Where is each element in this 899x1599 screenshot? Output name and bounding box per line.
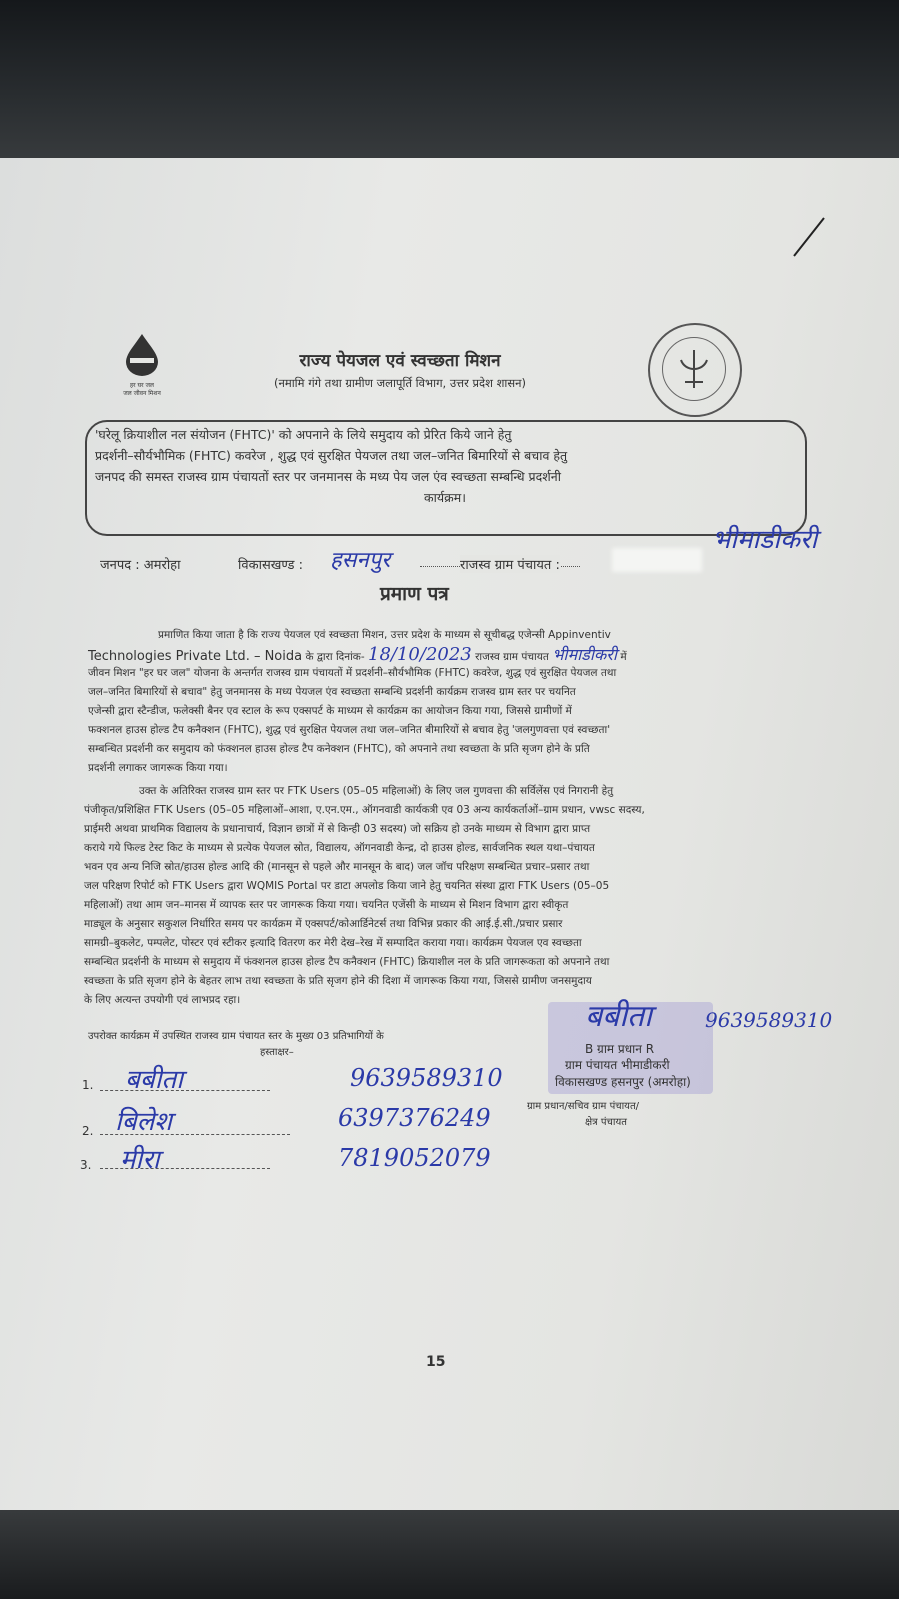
para2-line-2: पंजीकृत/प्रशिक्षित FTK Users (05–05 महिलाओं–आशा, ए.एन.एम., ऑगनवाडी कार्यकत्री एव 03 अन्य कार्यकर्ताओं–ग्राम प्रधान, vwsc सदस्य, xyxy=(84,804,645,816)
para2-line-1: उक्त के अतिरिक्त राजस्व ग्राम स्तर पर FTK Users (05–05 महिलाओं) के लिए जल गुणवत्ता की सर्विलेंस एवं निगरानी हेतु xyxy=(139,785,614,797)
para2-line-8: माड्यूल के अनुसार सकुशल निर्धारित समय पर कार्यक्रम में एक्सपर्ट/कोआर्डिनेटर्स तथा विभिन्न प्रकार की आई.ई.सी./प्रचार प्रसार xyxy=(84,918,563,930)
certificate-title: प्रमाण पत्र xyxy=(380,583,449,605)
program-line-4: कार्यक्रम। xyxy=(424,490,466,505)
program-line-2: प्रदर्शनी–सौर्यभौमिक (FHTC) कवरेज , शुद्ध एवं सुरक्षित पेयजल तथा जल–जनित बिमारियों से बचाव हेतु xyxy=(95,448,568,463)
pradhan-signature: बबीता xyxy=(585,999,652,1034)
agency-name: Technologies Private Ltd. – Noida xyxy=(88,649,303,664)
participant-name-2: बिलेश xyxy=(115,1107,172,1137)
pradhan-role-1: ग्राम प्रधान/सचिव ग्राम पंचायत/ xyxy=(527,1101,640,1112)
para2-line-10: सम्बन्धित प्रदर्शनी के माध्यम से समुदाय में फंक्शनल हाउस होल्ड टैप कनैक्शन (FHTC) क्रियाशील नल के प्रति जागरूकता को अपनाने तथा xyxy=(84,956,610,968)
para2-line-7: महिलाओं) तथा आम जन–मानस में व्यापक स्तर पर जागरूक किया गया। चयनित एजेंसी के माध्यम से मिशन विभाग द्वारा स्वीकृत xyxy=(84,899,569,911)
org-title: राज्य पेयजल एवं स्वच्छता मिशन xyxy=(299,351,501,371)
para2-line-12: के लिए अत्यन्त उपयोगी एवं लाभप्रद रहा। xyxy=(84,994,241,1006)
pradhan-role-2: क्षेत्र पंचायत xyxy=(585,1117,627,1128)
program-description xyxy=(95,424,795,508)
redacted-area xyxy=(612,548,702,572)
gp-value: भीमाडीकरी xyxy=(712,525,818,555)
district-label: जनपद : अमरोहा xyxy=(100,558,181,573)
stamp-line-3: विकासखण्ड हसनपुर (अमरोहा) xyxy=(555,1075,691,1089)
gp-label: राजस्व ग्राम पंचायत : xyxy=(460,555,560,573)
para1-line-1: प्रमाणित किया जाता है कि राज्य पेयजल एवं स्वच्छता मिशन, उत्तर प्रदेश के माध्यम से सूचीबद्ध एजेन्सी Appinventiv xyxy=(158,629,611,641)
date-label: के द्वारा दिनांक- xyxy=(305,651,365,663)
up-government-seal xyxy=(648,323,742,417)
para2-line-5: भवन एव अन्य निजि स्रोत/हाउस होल्ड आदि की (मानसून से पहले और मानसून के बाद) जल जॉच परिक्षण सम्बन्धित प्रचार–प्रसार तथा xyxy=(84,861,590,873)
logo-caption-2: जल जीवन मिशन xyxy=(123,390,161,397)
program-date: 18/10/2023 xyxy=(368,644,472,665)
seal-emblem-icon xyxy=(662,337,726,401)
paragraph-1 xyxy=(88,626,878,778)
participant-phone-1: 9639589310 xyxy=(350,1064,503,1092)
para2-line-11: स्वच्छता के प्रति सृजग होने के बेहतर लाभ तथा स्वच्छता के प्रति सृजग होने की दिशा में जागरूक किया गया, जिससे ग्रामीण जनसमुदाय xyxy=(84,975,592,987)
para1-line-2-end: में xyxy=(620,651,627,663)
stamp-line-1: B ग्राम प्रधान R xyxy=(585,1042,655,1056)
block-value: हसनपुर xyxy=(330,548,391,573)
para1-line-6: फक्शनल हाउस होल्ड टैप कनैक्शन (FHTC), शुद्ध एवं सुरक्षित पेयजल तथा जल–जनित बीमारियों से बचाव हेतु 'जलगुणवत्ता एवं स्वच्छता' xyxy=(88,724,611,736)
stamp-line-2: ग्राम पंचायत भीमाडीकरी xyxy=(565,1058,670,1072)
para2-line-9: सामग्री–बुकलेट, पम्पलेट, पोस्टर एवं स्टीकर इत्यादि वितरण कर मेरी देख–रेख में सम्पादित कराया गया। कार्यक्रम पेयजल एव स्वच्छता xyxy=(84,937,582,949)
dark-background-bottom xyxy=(0,1500,899,1599)
participant-num-3: 3. xyxy=(80,1158,92,1172)
para2-line-4: कराये गये फिल्ड टेस्ट किट के माध्यम से प्रत्येक पेयजल स्रोत, विद्यालय, ऑगनवाडी केन्द्र, दो हाउस होल्ड, सार्वजनिक स्थल यथा–पंचायत xyxy=(84,842,595,854)
participant-phone-2: 6397376249 xyxy=(338,1104,491,1132)
para1-line-3: जीवन मिशन "हर घर जल" योजना के अन्तर्गत राजस्व ग्राम पंचायतों में प्रदर्शनी–सौर्यभौमिक (FHTC) कवरेज, शुद्ध एवं सुरक्षित पेयजल तथा xyxy=(88,667,617,679)
participant-num-1: 1. xyxy=(82,1078,94,1092)
pen-mark-icon xyxy=(790,212,830,262)
participant-phone-3: 7819052079 xyxy=(338,1144,491,1172)
para1-line-8: प्रदर्शनी लगाकर जागरूक किया गया। xyxy=(88,762,228,774)
logo-caption-1: हर घर जल xyxy=(130,382,154,389)
para2-line-3: प्राईमरी अथवा प्राथमिक विद्यालय के प्रधानाचार्य, विज्ञान छात्रों में से किन्ही 03 सदस्य) जो सक्रिय हो उनके माध्यम से विभाग द्वारा प्राप्त xyxy=(84,823,591,835)
participant-name-1: बबीता xyxy=(125,1065,183,1095)
gp-label-inline: राजस्व ग्राम पंचायत xyxy=(475,651,549,663)
participant-name-3: मीरा xyxy=(120,1145,160,1175)
dark-background-top xyxy=(0,0,899,170)
para1-line-4: जल–जनित बिमारियों से बचाव" हेतु जनमानस के मध्य पेयजल एंव स्वच्छता सम्बन्धि प्रदर्शनी कार्यक्रम राजस्व ग्राम स्तर पर चयनित xyxy=(88,686,576,698)
program-line-3: जनपद की समस्त राजस्व ग्राम पंचायतों स्तर पर जनमानस के मध्य पेय जल एंव स्वच्छता सम्बन्धि प्रदर्शनी xyxy=(95,469,561,484)
pradhan-phone: 9639589310 xyxy=(705,1008,833,1032)
program-line-1: 'घरेलू क्रियाशील नल संयोजन (FHTC)' को अपनाने के लिये समुदाय को प्रेरित किये जाने हेतु xyxy=(95,427,512,442)
block-label: विकासखण्ड : xyxy=(238,558,304,573)
para2-line-6: जल परिक्षण रिपोर्ट को FTK Users द्वारा WQMIS Portal पर डाटा अपलोड किया जाने हेतु चयनित संस्था द्वारा FTK Users (05–05 xyxy=(84,880,610,892)
para1-line-2 xyxy=(88,645,878,664)
participants-caption: उपरोक्त कार्यक्रम में उपस्थित राजस्व ग्राम पंचायत स्तर के मुख्य 03 प्रतिभागियों के xyxy=(88,1031,384,1042)
para1-line-5: एजेन्सी द्वारा स्टैन्डीज, फलेक्सी बैनर एव स्टाल के रूप एक्सपर्ट के माध्यम से कार्यक्रम का आयोजन किया गया, जिससे ग्रामीणों में xyxy=(88,705,572,717)
participants-caption-2: हस्ताक्षर– xyxy=(260,1047,294,1058)
para1-line-7: सम्बन्धित प्रदर्शनी कर समुदाय को फंक्शनल हाउस होल्ड टैप कनेक्शन (FHTC), को अपनाने तथा स्वच्छता के प्रति सृजग होने के प्रति xyxy=(88,743,590,755)
gp-inline: भीमाडीकरी xyxy=(552,645,617,664)
paragraph-2 xyxy=(84,782,874,1010)
participant-num-2: 2. xyxy=(82,1124,94,1138)
org-subtitle: (नमामि गंगे तथा ग्रामीण जलापूर्ति विभाग, उत्तर प्रदेश शासन) xyxy=(273,376,527,390)
page-number: 15 xyxy=(426,1354,446,1370)
